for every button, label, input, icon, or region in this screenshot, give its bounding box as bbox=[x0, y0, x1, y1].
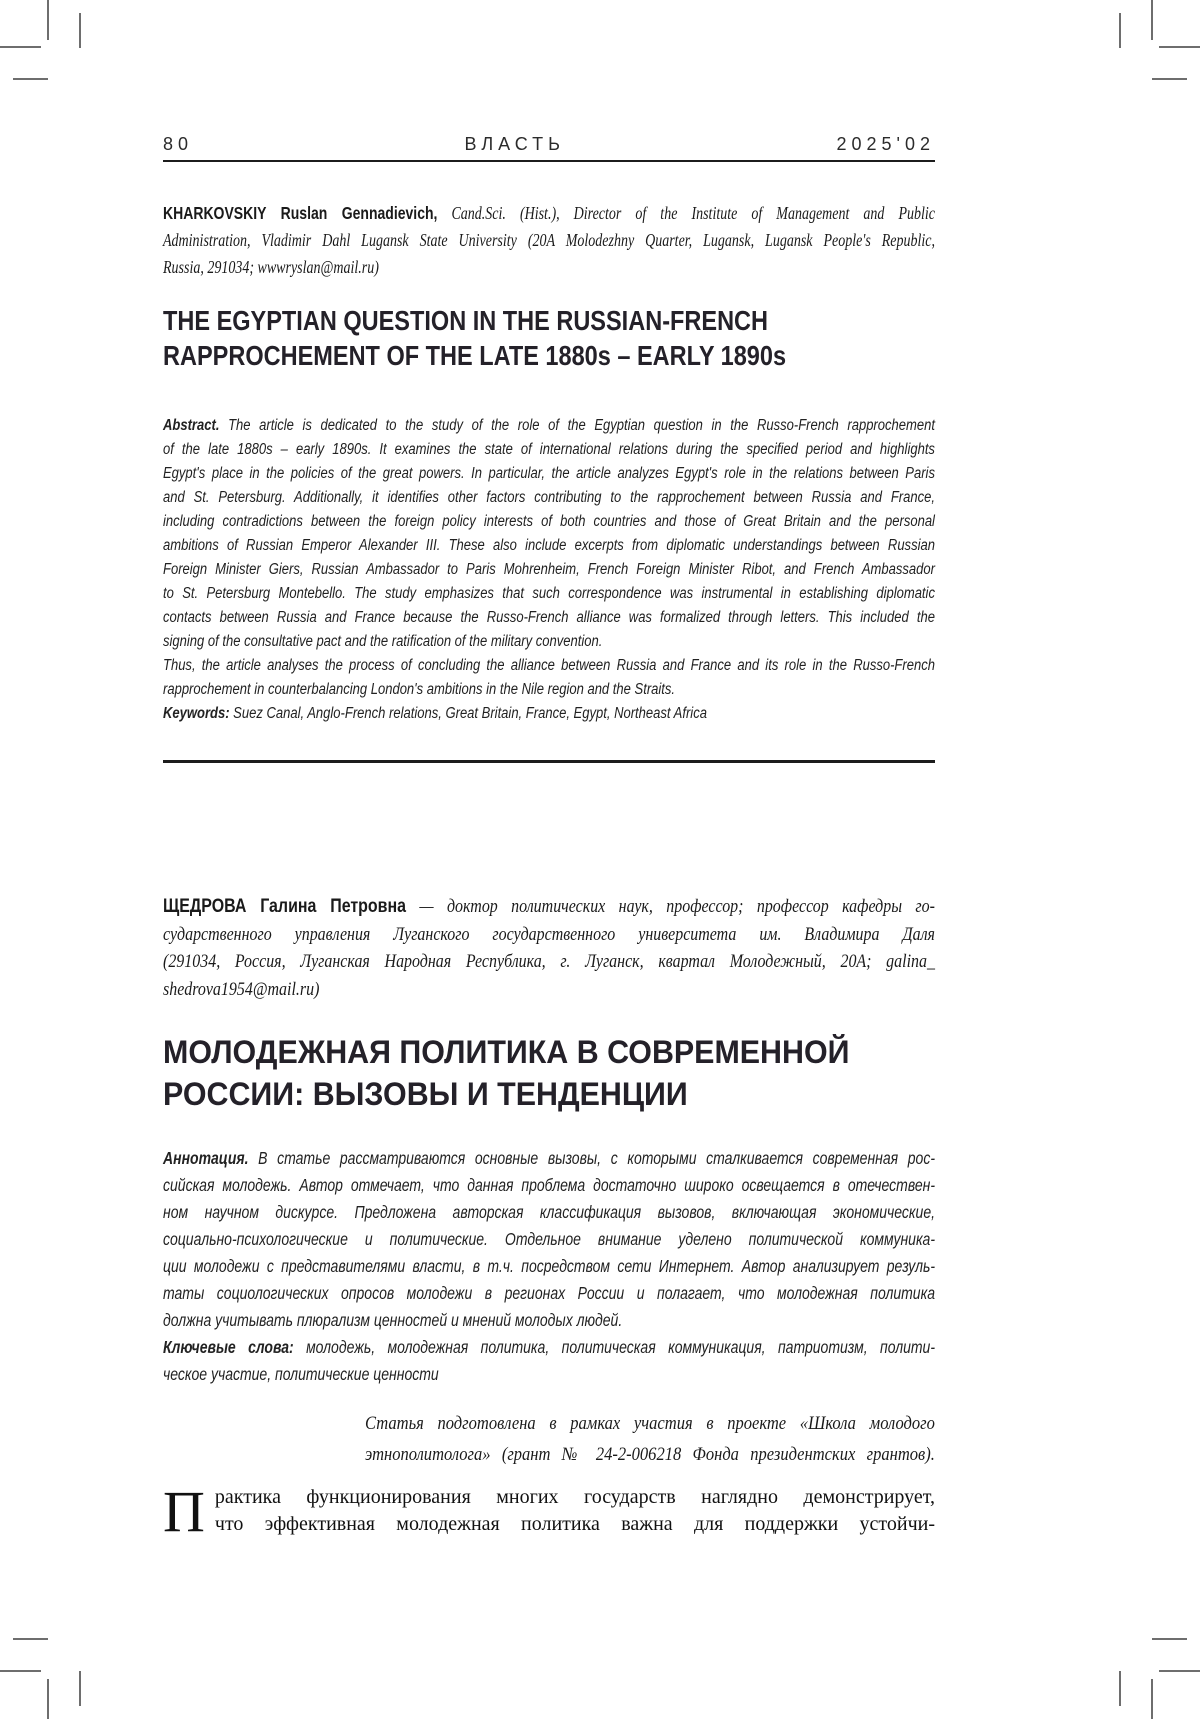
text-line: Russia, 291034; wwwryslan@mail.ru) bbox=[163, 257, 379, 277]
en-article-title bbox=[163, 303, 935, 373]
text-line: rapprochement in counterbalancing London's ambitions in the Nile region and the Straits. bbox=[163, 681, 676, 698]
text-line: ции молодежи с представителями власти, в т.ч. посредством сети Интернет. Автор анализирует резуль- bbox=[163, 1256, 935, 1276]
ru-article-title bbox=[163, 1031, 935, 1115]
text-line: рактика функционирования многих государств наглядно демонстрирует, bbox=[214, 1486, 935, 1508]
text-line: Аннотация. В статье рассматриваются основные вызовы, с которыми сталкивается современная рос- bbox=[163, 1148, 936, 1168]
crop-mark bbox=[1119, 1671, 1121, 1706]
text-line: KHARKOVSKIY Ruslan Gennadievich, Cand.Sci. (Hist.), Director of the Institute of Management and Public bbox=[163, 203, 936, 223]
text-line: shedrova1954@mail.ru) bbox=[163, 978, 320, 1000]
ru-author-block bbox=[163, 893, 935, 1003]
text-line: RAPPROCHEMENT OF THE LATE 1880s – EARLY 1890s bbox=[163, 340, 787, 371]
text-line: сударственного управления Луганского государственного университета им. Владимира Даля bbox=[163, 923, 935, 945]
body-lines bbox=[163, 1479, 935, 1544]
text-line: Administration, Vladimir Dahl Lugansk State University (20A Molodezhny Quarter, Lugansk, Lugansk People's Republic, bbox=[163, 230, 935, 250]
header-rule bbox=[163, 160, 935, 162]
crop-mark bbox=[79, 13, 81, 48]
annotation-block bbox=[163, 1145, 935, 1388]
crop-mark bbox=[13, 1638, 48, 1640]
text-line: THE EGYPTIAN QUESTION IN THE RUSSIAN-FRENCH bbox=[163, 305, 769, 336]
crop-mark bbox=[0, 1670, 41, 1672]
text-line: including contradictions between the foreign policy interests of both countries and those of Great Britain and the personal bbox=[163, 513, 935, 530]
text-line: Статья подготовлена в рамках участия в проекте «Школа молодого bbox=[365, 1413, 935, 1434]
crop-mark bbox=[1159, 1670, 1200, 1672]
text-line: что эффективная молодежная политика важна для поддержки устойчи- bbox=[214, 1513, 935, 1535]
text-line: to St. Petersburg Montebello. The study emphasizes that such correspondence was instrumental in establishing diplomatic bbox=[163, 585, 935, 602]
text-line: РОССИИ: ВЫЗОВЫ И ТЕНДЕНЦИИ bbox=[163, 1076, 688, 1112]
crop-mark bbox=[1151, 0, 1153, 40]
en-author-block bbox=[163, 200, 935, 281]
text-line: Keywords: Suez Canal, Anglo-French relations, Great Britain, France, Egypt, Northeast Africa bbox=[163, 705, 707, 722]
text-line: должна учитывать плюрализм ценностей и мнений молодых людей. bbox=[163, 1310, 623, 1330]
text-line: Foreign Minister Giers, Russian Ambassador to Paris Mohrenheim, French Foreign Minister Ribot, and French Ambassador bbox=[163, 561, 935, 578]
text-line: Ключевые слова: молодежь, молодежная политика, политическая коммуникация, патриотизм, полити- bbox=[163, 1337, 935, 1357]
text-line: таты социологических опросов молодежи в регионах России и полагает, что молодежная политика bbox=[163, 1283, 935, 1303]
text-line: этнополитолога» (грант № 24-2-006218 Фонда президентских грантов). bbox=[365, 1444, 935, 1465]
text-line: ном научном дискурсе. Предложена авторская классификация вызовов, включающая экономические, bbox=[163, 1202, 935, 1222]
page-number: 80 bbox=[163, 134, 194, 154]
crop-mark bbox=[1152, 78, 1187, 80]
text-line: and St. Petersburg. Additionally, it identifies other factors contributing to the rapprochement between Russia and France, bbox=[163, 489, 935, 506]
text-line: signing of the consultative pact and the ratification of the military convention. bbox=[163, 633, 603, 650]
text-line: Abstract. The article is dedicated to the study of the role of the Egyptian question in the Russo-French rapprochement bbox=[163, 417, 935, 434]
journal-title: ВЛАСТЬ bbox=[464, 134, 565, 154]
crop-mark bbox=[1119, 13, 1121, 48]
body-text bbox=[163, 1479, 935, 1544]
crop-mark bbox=[79, 1671, 81, 1706]
crop-mark bbox=[47, 0, 49, 40]
text-line: Egypt's place in the policies of the great powers. In particular, the article analyzes Egypt's role in the relations between Paris bbox=[163, 465, 935, 482]
crop-mark bbox=[47, 1679, 49, 1719]
crop-mark bbox=[1152, 1638, 1187, 1640]
text-line: социально-психологические и политические. Отдельное внимание уделено политической коммуника- bbox=[163, 1229, 935, 1249]
text-line: Thus, the article analyses the process of concluding the alliance between Russia and France and its role in the Russo-French bbox=[163, 657, 935, 674]
article-divider bbox=[163, 760, 935, 763]
crop-mark bbox=[1151, 1679, 1153, 1719]
text-line: ambitions of Russian Emperor Alexander III. These also include excerpts from diplomatic understandings between Russian bbox=[163, 537, 935, 554]
grant-note bbox=[365, 1408, 935, 1470]
crop-mark bbox=[13, 78, 48, 80]
page-header bbox=[163, 134, 935, 155]
text-line: ЩЕДРОВА Галина Петровна — доктор политических наук, профессор; профессор кафедры го- bbox=[163, 896, 935, 917]
crop-mark bbox=[0, 46, 41, 48]
text-line: сийская молодежь. Автор отмечает, что данная проблема достаточно широко освещается в отечествен- bbox=[163, 1175, 935, 1195]
abstract-block bbox=[163, 414, 935, 726]
text-line: (291034, Россия, Луганская Народная Республика, г. Луганск, квартал Молодежный, 20А; galina_ bbox=[163, 951, 935, 972]
text-line: ческое участие, политические ценности bbox=[163, 1364, 439, 1384]
text-line: of the late 1880s – early 1890s. It examines the state of international relations during the specified period and highlights bbox=[163, 441, 935, 458]
crop-mark bbox=[1159, 46, 1200, 48]
drop-cap: П bbox=[163, 1479, 205, 1544]
text-line: МОЛОДЕЖНАЯ ПОЛИТИКА В СОВРЕМЕННОЙ bbox=[163, 1034, 850, 1070]
text-line: contacts between Russia and France because the Russo-French alliance was formalized through letters. This included the bbox=[163, 609, 935, 626]
issue-number: 2025'02 bbox=[836, 134, 935, 154]
